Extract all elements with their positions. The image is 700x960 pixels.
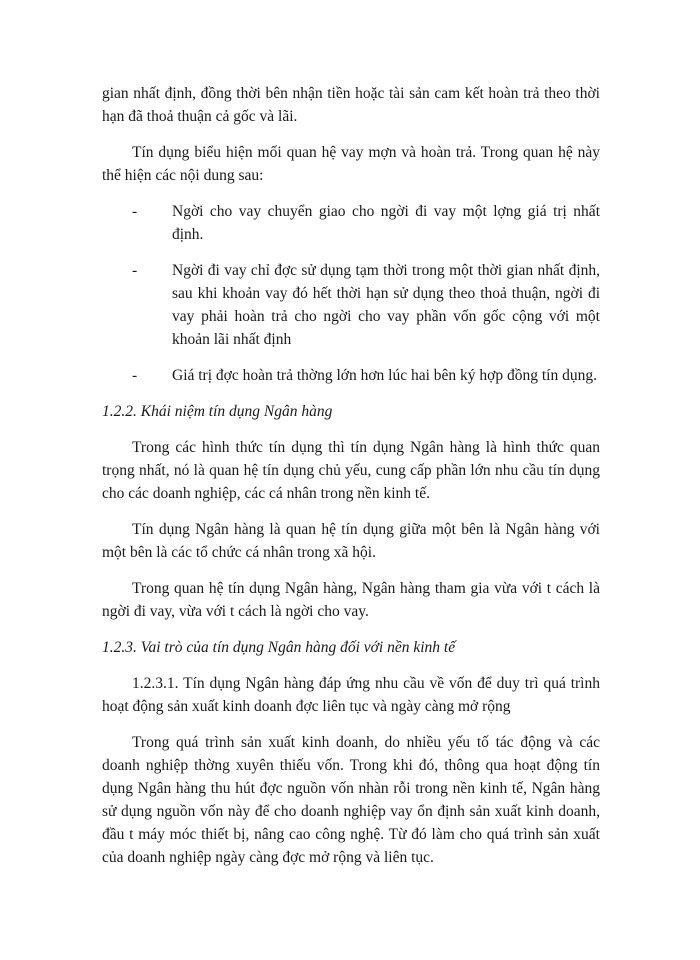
bullet-text: Giá trị đợc hoàn trả thờng lớn hơn lúc hai bên ký hợp đồng tín dụng. (172, 367, 597, 384)
bullet-text: Ngời đi vay chỉ đợc sử dụng tạm thời trong một thời gian nhất định, sau khi khoản vay đó hết thời hạn sử dụng theo thoả thuận, ngời đi vay phải hoàn trả cho ngời cho vay phần vốn gốc cộng với một khoản lãi nhất định (172, 262, 600, 348)
paragraph-bank-role: Trong quan hệ tín dụng Ngân hàng, Ngân hàng tham gia vừa với t cách là ngời đi vay, vừa với t cách là ngời cho vay. (102, 580, 600, 620)
bullet-dash: - (132, 262, 138, 279)
paragraph-business-capital: Trong quá trình sản xuất kinh doanh, do nhiều yếu tố tác động và các doanh nghiệp thờng xuyên thiếu vốn. Trong khi đó, thông qua hoạt động tín dụng Ngân hàng thu hút đợc nguồn vốn nhàn rỗi trong nền kinh tế, Ngân hàng sử dụng nguồn vốn này để cho doanh nghiệp vay ổn định sản xuất kinh doanh, đầu t máy móc thiết bị, nâng cao công nghệ. Từ đó làm cho quá trình sản xuất của doanh nghiệp ngày càng đợc mở rộng và liên tục. (102, 734, 600, 866)
paragraph-bank-credit-importance: Trong các hình thức tín dụng thì tín dụng Ngân hàng là hình thức quan trọng nhất, nó là quan hệ tín dụng chủ yếu, cung cấp phần lớn nhu cầu tín dụng cho các doanh nghiệp, các cá nhân trong nền kinh tế. (102, 439, 600, 502)
section-heading-1-2-3: 1.2.3. Vai trò của tín dụng Ngân hàng đối với nền kinh tế (102, 639, 456, 656)
paragraph-credit-relationship: Tín dụng biểu hiện mối quan hệ vay mợn và hoàn trả. Trong quan hệ này thể hiện các nội dung sau: (102, 144, 600, 184)
bullet-item (102, 259, 600, 351)
bullet-dash: - (132, 367, 138, 384)
bullet-text: Ngời cho vay chuyển giao cho ngời đi vay một lợng giá trị nhất định. (172, 203, 600, 243)
section-heading-1-2-2: 1.2.2. Khái niệm tín dụng Ngân hàng (102, 403, 333, 420)
bullet-item (102, 200, 600, 246)
paragraph-bank-credit-definition: Tín dụng Ngân hàng là quan hệ tín dụng giữa một bên là Ngân hàng với một bên là các tổ chức cá nhân trong xã hội. (102, 521, 600, 561)
document-page (102, 82, 600, 882)
subsection-1-2-3-1: 1.2.3.1. Tín dụng Ngân hàng đáp ứng nhu cầu về vốn để duy trì quá trình hoạt động sản xuất kinh doanh đợc liên tục và ngày càng mở rộng (102, 675, 600, 715)
bullet-item (102, 364, 600, 387)
paragraph-continuation: gian nhất định, đồng thời bên nhận tiền hoặc tài sản cam kết hoàn trả theo thời hạn đã thoả thuận cả gốc và lãi. (102, 85, 600, 125)
bullet-dash: - (132, 203, 138, 220)
